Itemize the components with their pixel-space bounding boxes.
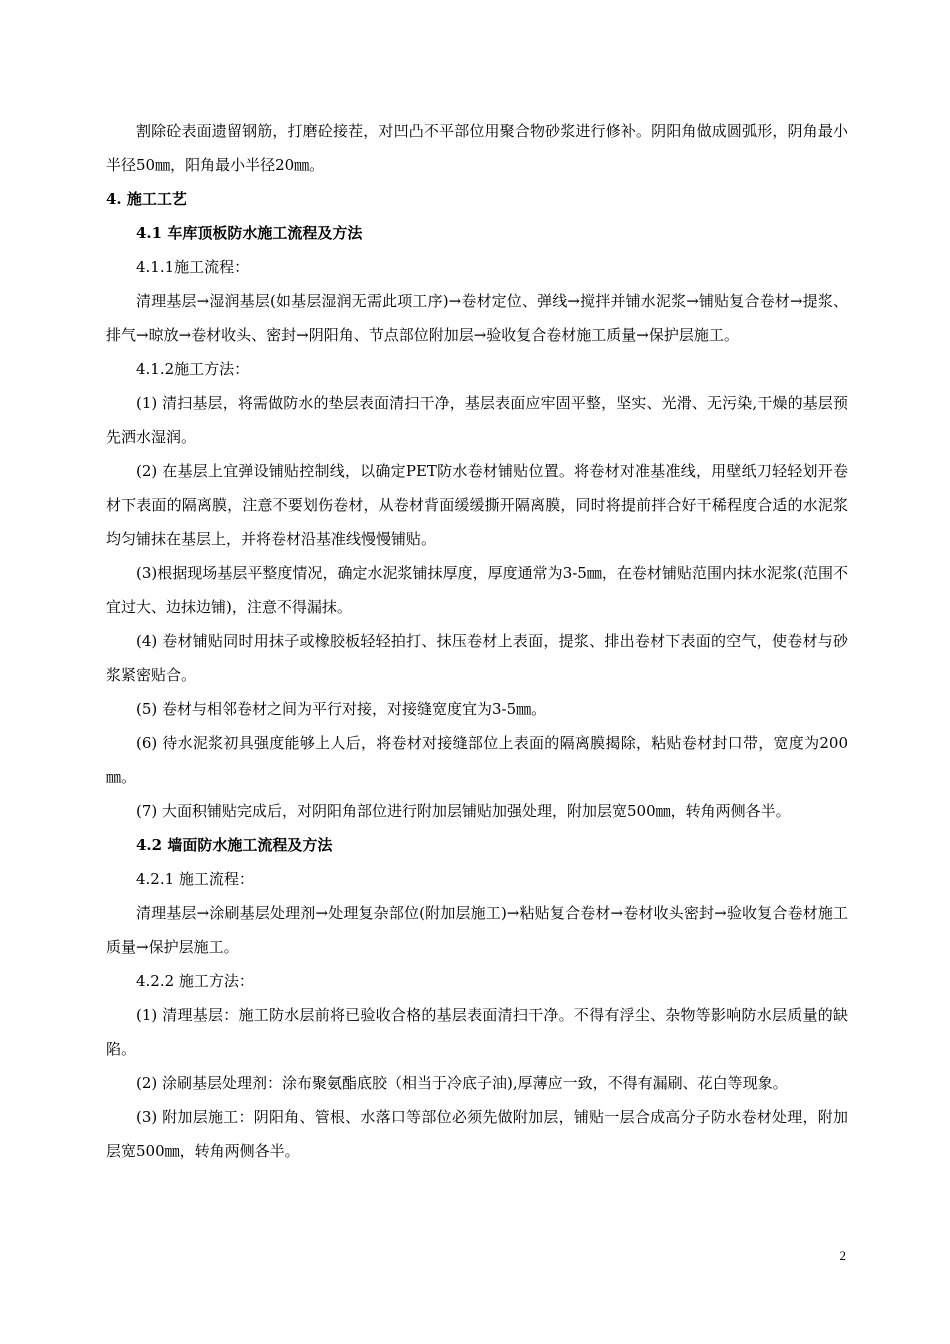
item-heading-wall-flow: 4.2.1 施工流程：	[136, 870, 254, 888]
paragraph-roof-step-6: (6) 待水泥浆初具强度能够上人后，将卷材对接缝部位上表面的隔离膜揭除，粘贴卷材封口带，宽度为200㎜。	[106, 734, 848, 786]
paragraph-wall-step-3: (3) 附加层施工：阴阳角、管根、水落口等部位必须先做附加层，铺贴一层合成高分子防水卷材处理，附加层宽500㎜，转角两侧各半。	[106, 1108, 848, 1160]
paragraph-roof-step-2: (2) 在基层上宜弹设铺贴控制线，以确定PET防水卷材铺贴位置。将卷材对准基准线，用壁纸刀轻轻划开卷材下表面的隔离膜，注意不要划伤卷材，从卷材背面缓缓撕开隔离膜，同时将提前拌合好干稀程度合适的水泥浆均匀铺抹在基层上，并将卷材沿基准线慢慢铺贴。	[106, 462, 848, 548]
paragraph-roof-step-3: (3)根据现场基层平整度情况，确定水泥浆铺抹厚度，厚度通常为3-5㎜，在卷材铺贴范围内抹水泥浆(范围不宜过大、边抹边铺)，注意不得漏抹。	[106, 564, 848, 616]
item-heading-roof-method: 4.1.2施工方法：	[136, 360, 250, 378]
paragraph-wall-flow: 清理基层→涂刷基层处理剂→处理复杂部位(附加层施工)→粘贴复合卷材→卷材收头密封→验收复合卷材施工质量→保护层施工。	[106, 904, 848, 956]
page-number: 2	[839, 1248, 846, 1263]
document-body	[106, 114, 848, 1168]
subsection-heading-garage-roof: 4.1 车库顶板防水施工流程及方法	[136, 224, 363, 242]
paragraph-wall-step-2: (2) 涂刷基层处理剂：涂布聚氨酯底胶（相当于冷底子油),厚薄应一致，不得有漏刷、花白等现象。	[136, 1074, 788, 1092]
paragraph-roof-step-1: (1) 清扫基层，将需做防水的垫层表面清扫干净，基层表面应牢固平整，坚实、光滑、无污染,干燥的基层预先洒水湿润。	[106, 394, 848, 446]
paragraph-roof-flow: 清理基层→湿润基层(如基层湿润无需此项工序)→卷材定位、弹线→搅拌并铺水泥浆→铺贴复合卷材→提浆、排气→晾放→卷材收头、密封→阴阳角、节点部位附加层→验收复合卷材施工质量→保护层施工。	[106, 292, 848, 344]
paragraph-roof-step-7: (7) 大面积铺贴完成后，对阴阳角部位进行附加层铺贴加强处理，附加层宽500㎜，转角两侧各半。	[136, 802, 791, 820]
paragraph-roof-step-5: (5) 卷材与相邻卷材之间为平行对接，对接缝宽度宜为3-5㎜。	[136, 700, 547, 718]
section-heading-construction-process: 4. 施工工艺	[106, 190, 187, 208]
paragraph-wall-step-1: (1) 清理基层：施工防水层前将已验收合格的基层表面清扫干净。不得有浮尘、杂物等影响防水层质量的缺陷。	[106, 1006, 848, 1058]
paragraph-roof-step-4: (4) 卷材铺贴同时用抹子或橡胶板轻轻拍打、抹压卷材上表面，提浆、排出卷材下表面的空气，使卷材与砂浆紧密贴合。	[106, 632, 848, 684]
paragraph-surface-repair: 割除砼表面遗留钢筋，打磨砼接茬，对凹凸不平部位用聚合物砂浆进行修补。阴阳角做成圆弧形，阴角最小半径50㎜，阳角最小半径20㎜。	[106, 122, 848, 174]
item-heading-roof-flow: 4.1.1施工流程：	[136, 258, 250, 276]
subsection-heading-wall: 4.2 墙面防水施工流程及方法	[136, 836, 333, 854]
item-heading-wall-method: 4.2.2 施工方法：	[136, 972, 254, 990]
